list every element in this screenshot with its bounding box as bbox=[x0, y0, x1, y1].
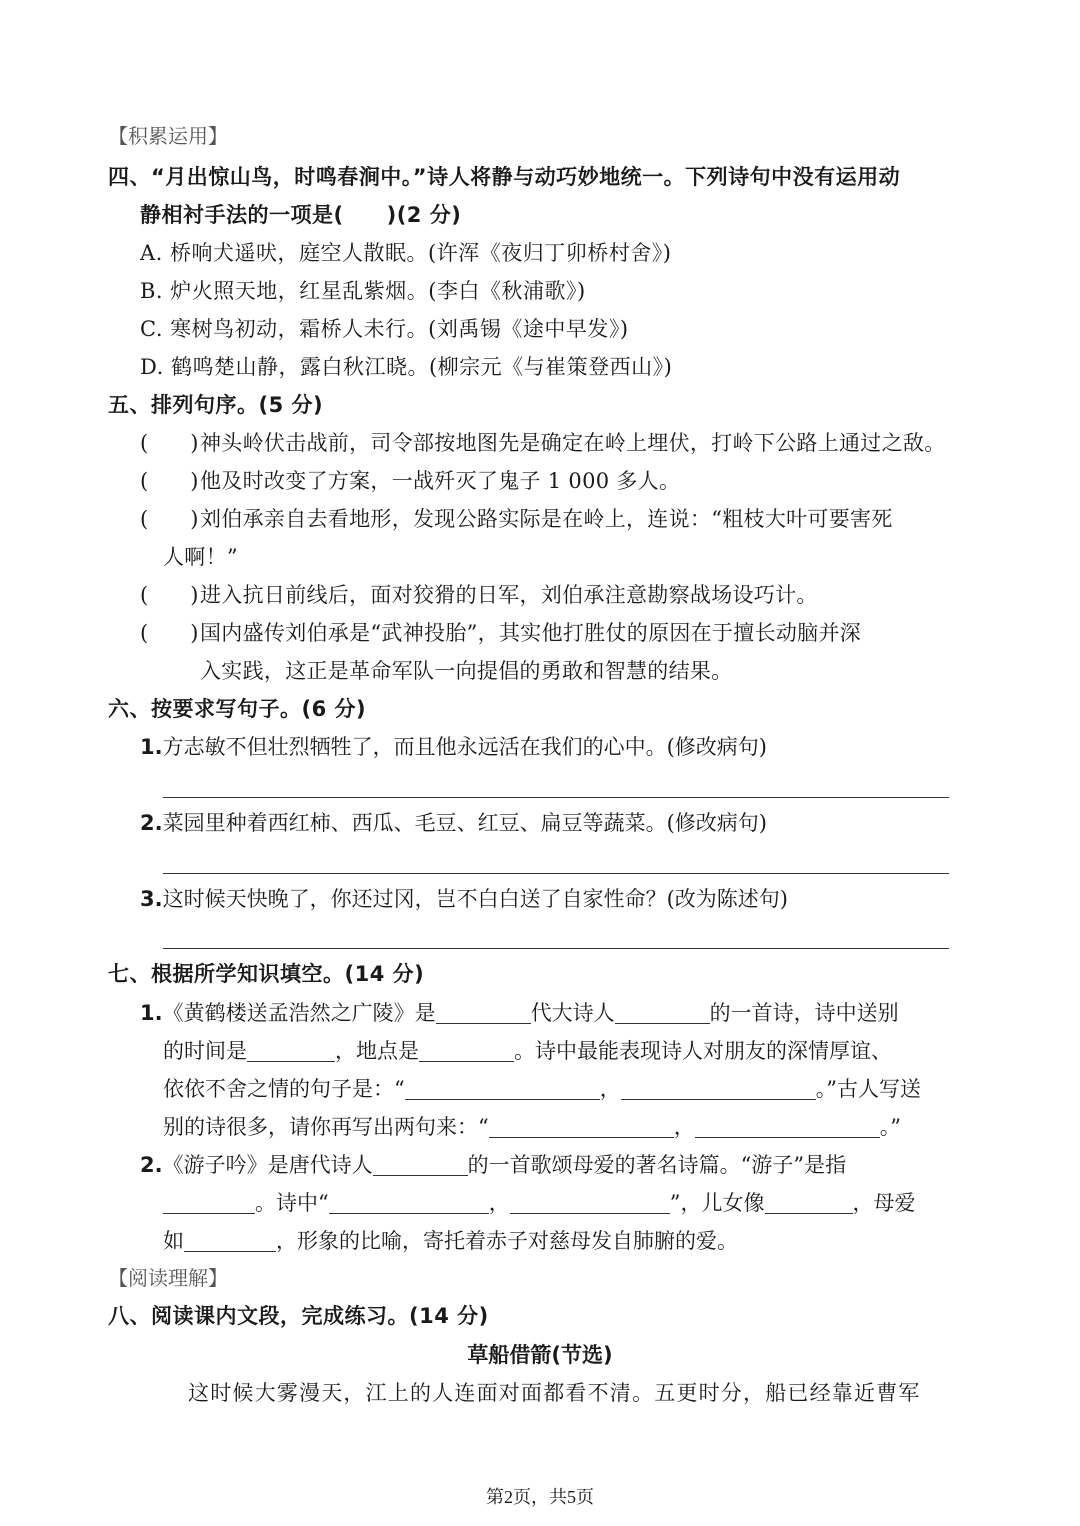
q7-1-blank-place[interactable] bbox=[419, 1039, 514, 1062]
q7-item-1-line1 bbox=[140, 998, 899, 1028]
q7-2-blank-love[interactable] bbox=[184, 1229, 276, 1252]
q4-option-c: C. 寒树鸟初动，霜桥人未行。(刘禹锡《途中早发》) bbox=[140, 317, 629, 341]
q7-1-text-h: ， bbox=[599, 1077, 621, 1101]
q7-2-text-g: 如 bbox=[163, 1229, 184, 1253]
q6-item-2-number: 2. bbox=[140, 811, 163, 835]
q7-1-blank-verse-1[interactable] bbox=[405, 1077, 600, 1100]
q7-1-text-i: 。”古人写送 bbox=[815, 1077, 921, 1101]
q5-answer-blank-3[interactable]: ( ) bbox=[140, 507, 199, 531]
q7-item-1-line3 bbox=[163, 1074, 921, 1104]
q8-title: 八、阅读课内文段，完成练习。(14 分) bbox=[108, 1304, 489, 1328]
q4-option-d: D. 鹤鸣楚山静，露白秋江晓。(柳宗元《与崔策登西山》) bbox=[140, 355, 673, 379]
passage-title: 草船借箭(节选) bbox=[467, 1343, 613, 1367]
q7-2-blank-verse-2[interactable] bbox=[510, 1191, 670, 1214]
q7-item-2-line2 bbox=[163, 1188, 916, 1218]
q4-stem-line1: 四、“月出惊山鸟，时鸣春涧中。”诗人将静与动巧妙地统一。下列诗句中没有运用动 bbox=[108, 165, 901, 189]
q7-1-text-g: 依依不舍之情的句子是：“ bbox=[163, 1077, 405, 1101]
q6-item-3-text: 这时候天快晚了，你还过冈，岂不白白送了自家性命？(改为陈述句) bbox=[162, 887, 788, 911]
q7-1-blank-time[interactable] bbox=[247, 1039, 335, 1062]
q7-2-text-c: 。诗中“ bbox=[255, 1191, 329, 1215]
q6-item-1 bbox=[140, 732, 767, 762]
q7-item-2-line1 bbox=[140, 1150, 846, 1180]
page-footer: 第2页，共5页 bbox=[486, 1487, 594, 1507]
q5-title: 五、排列句序。(5 分) bbox=[108, 393, 324, 417]
q7-1-text-f: 。诗中最能表现诗人对朋友的深情厚谊、 bbox=[514, 1039, 892, 1063]
q4-option-a: A. 桥响犬遥吠，庭空人散眠。(许浑《夜归丁卯桥村舍》) bbox=[140, 241, 672, 265]
q7-2-blank-verse-1[interactable] bbox=[329, 1191, 489, 1214]
q6-title: 六、按要求写句子。(6 分) bbox=[108, 697, 367, 721]
q7-1-text-d: 的时间是 bbox=[163, 1039, 247, 1063]
passage-line-1: 这时候大雾漫天，江上的人连面对面都看不清。五更时分，船已经靠近曹军 bbox=[188, 1381, 921, 1405]
q7-1-text-j: 别的诗很多，请你再写出两句来：“ bbox=[163, 1115, 489, 1139]
q6-answer-line-3[interactable] bbox=[163, 948, 949, 949]
q5-sentence-5: 国内盛传刘伯承是“武神投胎”，其实他打胜仗的原因在于擅长动脑并深 bbox=[200, 621, 862, 645]
q6-answer-line-1[interactable] bbox=[163, 797, 949, 798]
q7-item-2-line3 bbox=[163, 1226, 738, 1256]
q7-item-2-number: 2. bbox=[140, 1153, 163, 1177]
q4-stem-line2: 静相衬手法的一项是( )(2 分) bbox=[140, 203, 462, 227]
q5-sentence-4: 进入抗日前线后，面对狡猾的日军，刘伯承注意勘察战场设巧计。 bbox=[200, 583, 818, 607]
q6-item-3-number: 3. bbox=[140, 887, 163, 911]
q7-1-blank-farewell-2[interactable] bbox=[695, 1115, 880, 1138]
q7-2-blank-poet[interactable] bbox=[373, 1153, 468, 1176]
q6-item-3 bbox=[140, 884, 788, 914]
q7-title: 七、根据所学知识填空。(14 分) bbox=[108, 962, 425, 986]
q7-1-text-e: ，地点是 bbox=[335, 1039, 419, 1063]
q6-item-1-text: 方志敏不但壮烈牺牲了，而且他永远活在我们的心中。(修改病句) bbox=[162, 735, 767, 759]
q5-sentence-1: 神头岭伏击战前，司令部按地图先是确定在岭上埋伏，打岭下公路上通过之敌。 bbox=[200, 431, 946, 455]
q7-2-text-e: ”，儿女像 bbox=[669, 1191, 765, 1215]
q7-1-text-b: 代大诗人 bbox=[530, 1001, 615, 1025]
q5-sentence-3: 刘伯承亲自去看地形，发现公路实际是在岭上，连说：“粗枝大叶可要害死 bbox=[200, 507, 893, 531]
q7-2-text-b: 的一首歌颂母爱的著名诗篇。“游子”是指 bbox=[467, 1153, 847, 1177]
q7-1-blank-farewell-1[interactable] bbox=[489, 1115, 674, 1138]
q7-2-text-f: ，母爱 bbox=[852, 1191, 916, 1215]
q4-option-b: B. 炉火照天地，红星乱紫烟。(李白《秋浦歌》) bbox=[140, 279, 586, 303]
q7-2-text-a: 《游子吟》是唐代诗人 bbox=[162, 1153, 373, 1177]
q7-2-blank-children[interactable] bbox=[765, 1191, 853, 1214]
q7-1-blank-dynasty[interactable] bbox=[436, 1001, 531, 1024]
q5-sentence-3-cont: 人啊！” bbox=[163, 545, 238, 569]
q7-item-1-number: 1. bbox=[140, 1001, 163, 1025]
q7-2-text-d: ， bbox=[488, 1191, 510, 1215]
q5-sentence-2: 他及时改变了方案，一战歼灭了鬼子 1 000 多人。 bbox=[200, 469, 681, 493]
q6-item-2-text: 菜园里种着西红柿、西瓜、毛豆、红豆、扁豆等蔬菜。(修改病句) bbox=[162, 811, 767, 835]
q5-answer-blank-2[interactable]: ( ) bbox=[140, 469, 199, 493]
q7-item-1-line2 bbox=[163, 1036, 892, 1066]
q7-item-1-line4 bbox=[163, 1112, 901, 1142]
q7-1-blank-poet[interactable] bbox=[615, 1001, 710, 1024]
q7-1-text-c: 的一首诗，诗中送别 bbox=[709, 1001, 899, 1025]
q7-1-text-a: 《黄鹤楼送孟浩然之广陵》是 bbox=[162, 1001, 436, 1025]
q6-item-2 bbox=[140, 808, 767, 838]
q5-answer-blank-1[interactable]: ( ) bbox=[140, 431, 199, 455]
q7-1-blank-verse-2[interactable] bbox=[621, 1077, 816, 1100]
q5-sentence-5-cont: 入实践，这正是革命军队一向提倡的勇敢和智慧的结果。 bbox=[200, 659, 733, 683]
q7-2-text-h: ，形象的比喻，寄托着赤子对慈母发自肺腑的爱。 bbox=[276, 1229, 738, 1253]
q6-item-1-number: 1. bbox=[140, 735, 163, 759]
q7-2-blank-wanderer[interactable] bbox=[163, 1191, 255, 1214]
q5-answer-blank-5[interactable]: ( ) bbox=[140, 621, 199, 645]
q5-answer-blank-4[interactable]: ( ) bbox=[140, 583, 199, 607]
q7-1-text-k: ， bbox=[673, 1115, 695, 1139]
q6-answer-line-2[interactable] bbox=[163, 873, 949, 874]
section-header-accumulation: 【积累运用】 bbox=[108, 124, 228, 148]
q7-1-text-l: 。” bbox=[879, 1115, 901, 1139]
section-header-reading: 【阅读理解】 bbox=[108, 1266, 228, 1290]
